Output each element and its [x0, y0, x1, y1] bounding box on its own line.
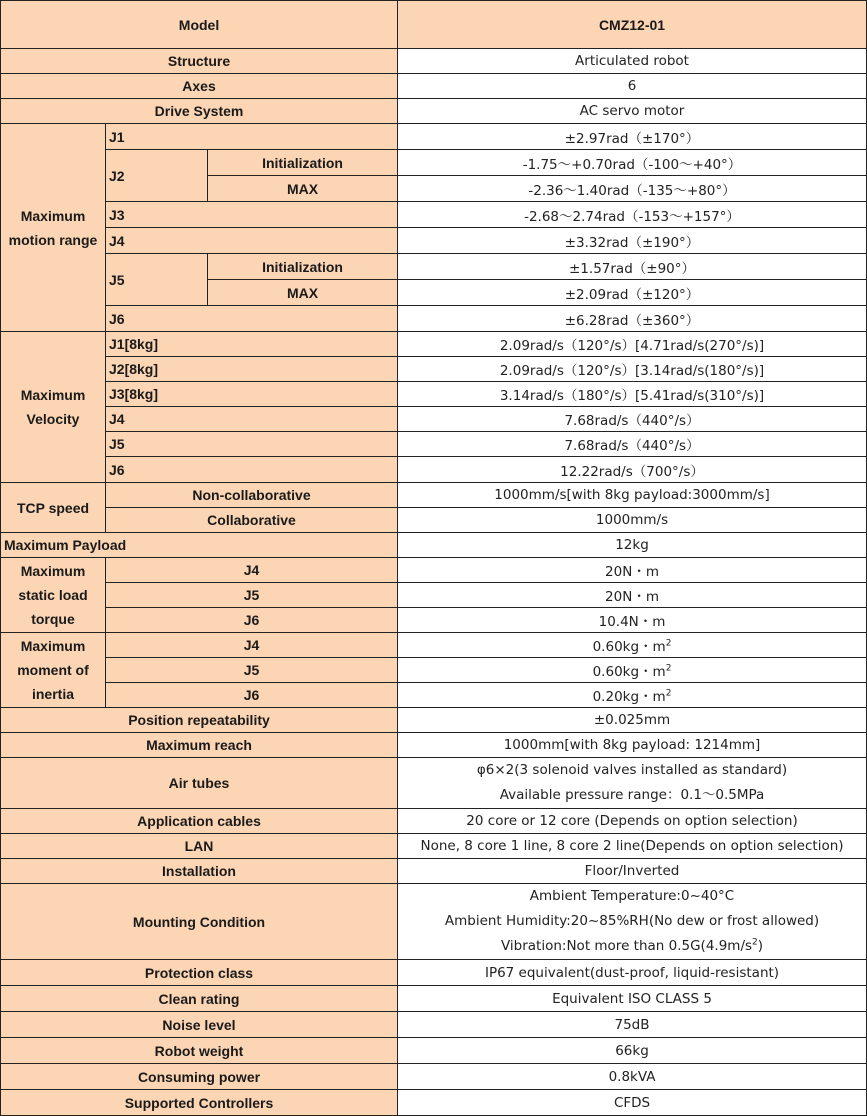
table-row	[1, 99, 867, 124]
motion-j6-value: ±6.28rad（±360°）	[398, 306, 867, 332]
lan-label: LAN	[1, 834, 398, 859]
table-row	[1, 583, 867, 608]
table-row	[1, 633, 867, 658]
cables-value: 20 core or 12 core (Depends on option selection)	[398, 809, 867, 834]
axes-label: Axes	[1, 74, 398, 99]
static-torque-j4-value: 20N・m	[398, 558, 867, 583]
table-row	[1, 859, 867, 884]
table-row	[1, 407, 867, 432]
motion-j3-label: J3	[106, 202, 398, 228]
air-tubes-line2: Available pressure range：0.1～0.5MPa	[499, 787, 765, 803]
table-row	[1, 228, 867, 254]
mounting-value	[398, 884, 867, 960]
table-row	[1, 1090, 867, 1116]
table-row	[1, 708, 867, 733]
tcp-collab-value: 1000mm/s	[398, 508, 867, 533]
motion-j2-max-value: -2.36～1.40rad（-135～+80°）	[398, 176, 867, 202]
table-row	[1, 483, 867, 508]
velocity-label: Maximum Velocity	[1, 332, 106, 483]
table-row	[1, 49, 867, 74]
inertia-j5-value	[398, 658, 867, 683]
velocity-j4-value: 7.68rad/s（440°/s）	[398, 407, 867, 432]
structure-label: Structure	[1, 49, 398, 74]
table-row	[1, 658, 867, 683]
power-value: 0.8kVA	[398, 1064, 867, 1090]
noise-value: 75dB	[398, 1012, 867, 1038]
mounting-line1: Ambient Temperature:0~40°C	[529, 888, 735, 904]
weight-label: Robot weight	[1, 1038, 398, 1064]
inertia-j6-label: J6	[106, 683, 398, 708]
payload-label: Maximum Payload	[1, 533, 398, 558]
protection-value: IP67 equivalent(dust-proof, liquid-resistant)	[398, 960, 867, 986]
mounting-line3-text: Vibration:Not more than 0.5G(4.9m/s	[500, 938, 753, 954]
noise-label: Noise level	[1, 1012, 398, 1038]
static-torque-j5-label: J5	[106, 583, 398, 608]
velocity-j6-label: J6	[106, 457, 398, 483]
tcp-label: TCP speed	[1, 483, 106, 533]
motion-j4-label: J4	[106, 228, 398, 254]
table-row	[1, 809, 867, 834]
motion-j5-init-value: ±1.57rad（±90°）	[398, 254, 867, 280]
table-row	[1, 508, 867, 533]
table-row	[1, 986, 867, 1012]
drive-value: AC servo motor	[398, 99, 867, 124]
mounting-line3	[401, 934, 863, 959]
velocity-j5-value: 7.68rad/s（440°/s）	[398, 432, 867, 457]
motion-j4-value: ±3.32rad（±190°）	[398, 228, 867, 254]
motion-j2-max-label: MAX	[208, 176, 398, 202]
repeatability-label: Position repeatability	[1, 708, 398, 733]
inertia-j4-exponent: 2	[665, 638, 672, 649]
mounting-line2: Ambient Humidity:20~85%RH(No dew or frost allowed)	[444, 913, 820, 929]
table-row	[1, 834, 867, 859]
reach-value: 1000mm[with 8kg payload: 1214mm]	[398, 733, 867, 758]
payload-value: 12kg	[398, 533, 867, 558]
inertia-j5-unit: 0.60kg・m	[592, 664, 666, 680]
table-row	[1, 306, 867, 332]
table-row	[1, 150, 867, 176]
table-row	[1, 382, 867, 407]
table-row	[1, 332, 867, 357]
static-torque-j6-value: 10.4N・m	[398, 608, 867, 633]
static-torque-j5-value: 20N・m	[398, 583, 867, 608]
inertia-j4-label: J4	[106, 633, 398, 658]
table-row	[1, 1, 867, 49]
static-torque-label: Maximum static load torque	[1, 558, 106, 633]
inertia-j6-exponent: 2	[665, 688, 672, 699]
velocity-j1-label: J1[8kg]	[106, 332, 398, 357]
inertia-j6-unit: 0.20kg・m	[592, 689, 666, 705]
mounting-label: Mounting Condition	[1, 884, 398, 960]
protection-label: Protection class	[1, 960, 398, 986]
motion-j2-init-value: -1.75～+0.70rad（-100～+40°）	[398, 150, 867, 176]
velocity-j2-value: 2.09rad/s（120°/s）[3.14rad/s(180°/s)]	[398, 357, 867, 382]
model-value: CMZ12-01	[398, 1, 867, 49]
motion-j1-value: ±2.97rad（±170°）	[398, 124, 867, 150]
axes-value: 6	[398, 74, 867, 99]
velocity-j2-label: J2[8kg]	[106, 357, 398, 382]
table-row	[1, 1038, 867, 1064]
table-row	[1, 683, 867, 708]
table-row	[1, 608, 867, 633]
weight-value: 66kg	[398, 1038, 867, 1064]
lan-value: None, 8 core 1 line, 8 core 2 line(Depends on option selection)	[398, 834, 867, 859]
table-row	[1, 254, 867, 280]
table-row	[1, 124, 867, 150]
air-tubes-value	[398, 758, 867, 809]
inertia-j4-unit: 0.60kg・m	[592, 639, 666, 655]
motion-j2-label: J2	[106, 150, 208, 202]
motion-j5-max-value: ±2.09rad（±120°）	[398, 280, 867, 306]
velocity-j3-value: 3.14rad/s（180°/s）[5.41rad/s(310°/s)]	[398, 382, 867, 407]
motion-j3-value: -2.68～2.74rad（-153～+157°）	[398, 202, 867, 228]
velocity-j6-value: 12.22rad/s（700°/s）	[398, 457, 867, 483]
table-row	[1, 1064, 867, 1090]
motion-j2-init-label: Initialization	[208, 150, 398, 176]
static-torque-j4-label: J4	[106, 558, 398, 583]
mounting-line3-exponent: 2	[752, 937, 758, 948]
motion-j1-label: J1	[106, 124, 398, 150]
clean-label: Clean rating	[1, 986, 398, 1012]
table-row	[1, 558, 867, 583]
table-row	[1, 432, 867, 457]
velocity-j4-label: J4	[106, 407, 398, 432]
tcp-non-collab-value: 1000mm/s[with 8kg payload:3000mm/s]	[398, 483, 867, 508]
table-row	[1, 733, 867, 758]
repeatability-value: ±0.025mm	[398, 708, 867, 733]
installation-value: Floor/Inverted	[398, 859, 867, 884]
reach-label: Maximum reach	[1, 733, 398, 758]
velocity-j3-label: J3[8kg]	[106, 382, 398, 407]
tcp-non-collab-label: Non-collaborative	[106, 483, 398, 508]
controllers-label: Supported Controllers	[1, 1090, 398, 1116]
motion-range-label: Maximum motion range	[1, 124, 106, 332]
inertia-j5-exponent: 2	[665, 663, 672, 674]
tcp-collab-label: Collaborative	[106, 508, 398, 533]
velocity-j1-value: 2.09rad/s（120°/s）[4.71rad/s(270°/s)]	[398, 332, 867, 357]
table-row	[1, 357, 867, 382]
velocity-j5-label: J5	[106, 432, 398, 457]
inertia-j5-label: J5	[106, 658, 398, 683]
inertia-j6-value	[398, 683, 867, 708]
motion-j5-init-label: Initialization	[208, 254, 398, 280]
inertia-j4-value	[398, 633, 867, 658]
table-row	[1, 74, 867, 99]
table-row	[1, 202, 867, 228]
model-label: Model	[1, 1, 398, 49]
motion-j6-label: J6	[106, 306, 398, 332]
drive-label: Drive System	[1, 99, 398, 124]
table-row	[1, 533, 867, 558]
table-row	[1, 457, 867, 483]
power-label: Consuming power	[1, 1064, 398, 1090]
air-tubes-label: Air tubes	[1, 758, 398, 809]
cables-label: Application cables	[1, 809, 398, 834]
table-row	[1, 960, 867, 986]
mounting-line3-end: )	[757, 938, 764, 954]
installation-label: Installation	[1, 859, 398, 884]
table-row	[1, 1012, 867, 1038]
table-row	[1, 884, 867, 960]
table-row	[1, 758, 867, 809]
motion-j5-max-label: MAX	[208, 280, 398, 306]
controllers-value: CFDS	[398, 1090, 867, 1116]
static-torque-j6-label: J6	[106, 608, 398, 633]
motion-j5-label: J5	[106, 254, 208, 306]
structure-value: Articulated robot	[398, 49, 867, 74]
clean-value: Equivalent ISO CLASS 5	[398, 986, 867, 1012]
inertia-label: Maximum moment of inertia	[1, 633, 106, 708]
air-tubes-line1: φ6×2(3 solenoid valves installed as standard)	[476, 762, 788, 778]
